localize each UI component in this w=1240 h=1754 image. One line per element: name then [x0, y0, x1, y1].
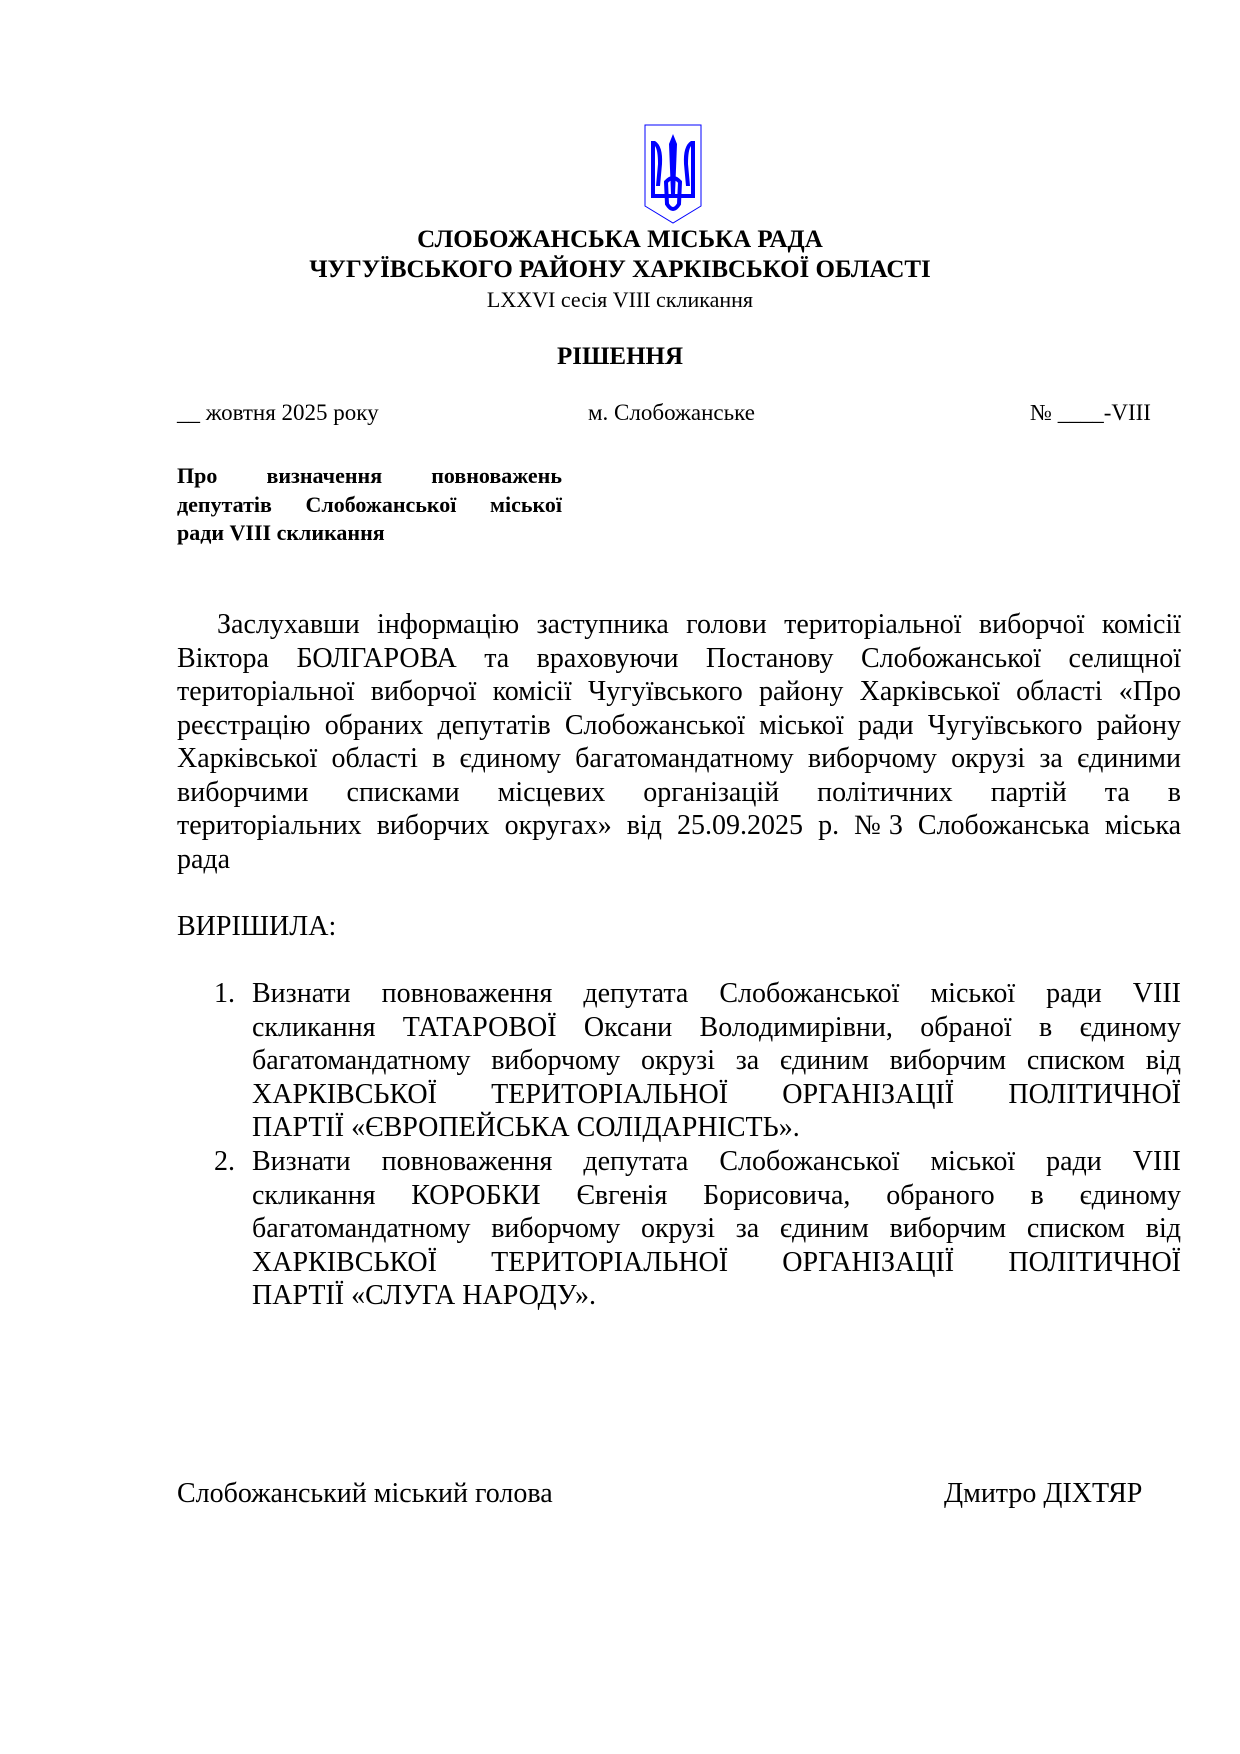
signatory-position: Слобожанський міський голова [177, 1478, 553, 1509]
preamble-line: Заслухавши інформацію заступника голови територіальної виборчої комісії [217, 609, 1181, 640]
trident-coat-of-arms-icon [644, 124, 702, 224]
item-line: ХАРКІВСЬКОЇ ТЕРИТОРІАЛЬНОЇ ОРГАНІЗАЦІЇ ПОЛІТИЧНОЇ [252, 1078, 1181, 1110]
district-name: ЧУГУЇВСЬКОГО РАЙОНУ ХАРКІВСЬКОЇ ОБЛАСТІ [309, 256, 931, 283]
preamble-line: Харківської області в єдиному багатомандатному виборчому окрузі за єдиними [177, 743, 1181, 774]
item-line: скликання КОРОБКИ Євгенія Борисовича, обраного в єдиному [252, 1179, 1181, 1211]
title-line: депутатів Слобожанської міської [177, 491, 562, 517]
item-line: ХАРКІВСЬКОЇ ТЕРИТОРІАЛЬНОЇ ОРГАНІЗАЦІЇ ПОЛІТИЧНОЇ [252, 1246, 1181, 1278]
preamble-line: територіальної виборчої комісії Чугуївського району Харківської області «Про [177, 676, 1181, 707]
item-line: ПАРТІЇ «ЄВРОПЕЙСЬКА СОЛІДАРНІСТЬ». [252, 1112, 800, 1143]
preamble-line: територіальних виборчих округах» від 25.09.2025 р. №3 Слобожанська міська [177, 810, 1181, 841]
title-line: ради VIII скликання [177, 520, 385, 545]
decision-place: м. Слобожанське [588, 400, 755, 425]
council-name: СЛОБОЖАНСЬКА МІСЬКА РАДА [417, 226, 823, 253]
title-line: Про визначення повноважень [177, 463, 562, 488]
signatory-name: Дмитро ДІХТЯР [944, 1478, 1143, 1509]
item-line: скликання ТАТАРОВОЇ Оксани Володимирівни, обраної в єдиному [252, 1011, 1181, 1043]
decision-title [177, 462, 562, 548]
session-info: LXXVI сесія VIII скликання [486, 287, 754, 312]
decided-heading: ВИРІШИЛА: [177, 911, 337, 942]
decision-item [214, 1145, 1181, 1313]
item-line: ПАРТІЇ «СЛУГА НАРОДУ». [252, 1280, 596, 1311]
item-line: багатомандатному виборчому окрузі за єдиним виборчим списком від [252, 1213, 1181, 1244]
document-type: РІШЕННЯ [556, 343, 684, 370]
preamble-line: рада [177, 843, 231, 875]
item-line: багатомандатному виборчому окрузі за єдиним виборчим списком від [252, 1045, 1181, 1076]
decision-item [214, 977, 1181, 1145]
item-number: 1. [214, 978, 235, 1009]
preamble-paragraph [177, 608, 1181, 876]
item-line: Визнати повноваження депутата Слобожанської міської ради VIII [252, 1146, 1181, 1177]
preamble-line: Віктора БОЛГАРОВА та враховуючи Постанову Слобожанської селищної [177, 642, 1181, 674]
item-line: Визнати повноваження депутата Слобожанської міської ради VIII [252, 978, 1181, 1009]
decision-date: __ жовтня 2025 року [177, 400, 379, 425]
preamble-line: виборчими списками місцевих організацій політичних партій та в [177, 776, 1181, 808]
item-number: 2. [214, 1146, 235, 1177]
preamble-line: реєстрацію обраних депутатів Слобожанської міської ради Чугуївського району [177, 709, 1181, 741]
decision-number: № ____-VIII [1030, 400, 1151, 425]
